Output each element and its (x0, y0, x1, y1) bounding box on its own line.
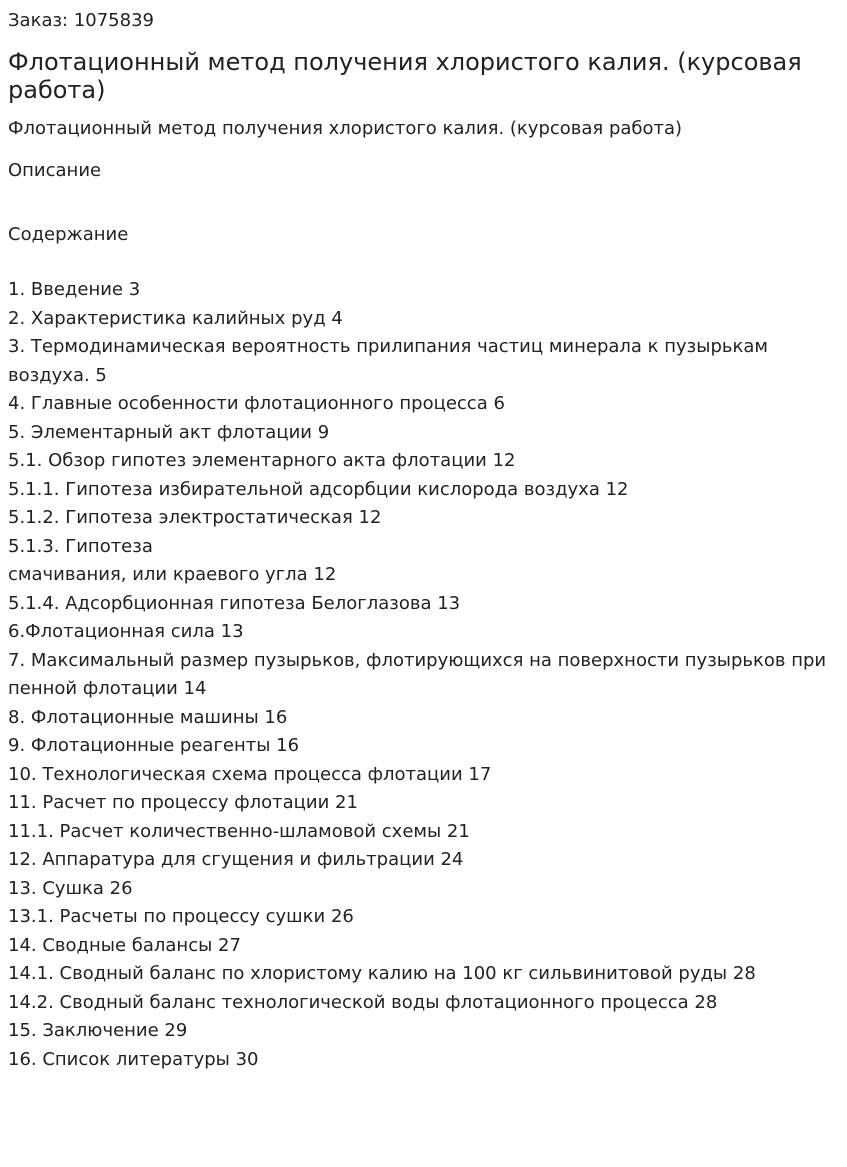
toc-item: 8. Флотационные машины 16 (8, 706, 288, 728)
page-subtitle: Флотационный метод получения хлористого калия. (курсовая работа) (8, 118, 683, 139)
toc-item: 5. Элементарный акт флотации 9 (8, 421, 330, 443)
page-title: Флотационный метод получения хлористого калия. (курсовая работа) (8, 48, 802, 104)
toc-item: 14.1. Сводный баланс по хлористому калию на 100 кг сильвинитовой руды 28 (8, 963, 756, 984)
toc-item: 2. Характеристика калийных руд 4 (8, 307, 343, 329)
toc-item: 9. Флотационные реагенты 16 (8, 735, 300, 756)
toc-item: 5.1.3. Гипотеза (8, 535, 153, 557)
table-of-contents (8, 276, 839, 1074)
toc-item: 11. Расчет по процессу флотации 21 (8, 792, 358, 813)
toc-item: 7. Максимальный размер пузырьков, флотирующихся на поверхности пузырьков при пенной флотации 14 (8, 649, 827, 699)
order-number: Заказ: 1075839 (8, 10, 154, 31)
toc-heading: Содержание (8, 224, 129, 245)
toc-item: 12. Аппаратура для сгущения и фильтрации 24 (8, 849, 464, 870)
toc-item: 13.1. Расчеты по процессу сушки 26 (8, 906, 354, 927)
toc-item: 5.1.4. Адсорбционная гипотеза Белоглазова 13 (8, 592, 461, 614)
toc-item: 13. Сушка 26 (8, 877, 133, 899)
toc-item: 5.1.2. Гипотеза электростатическая 12 (8, 507, 382, 528)
toc-item: 11.1. Расчет количественно-шламовой схемы 21 (8, 820, 470, 842)
toc-item: 14.2. Сводный баланс технологической воды флотационного процесса 28 (8, 991, 718, 1013)
toc-item: 10. Технологическая схема процесса флотации 17 (8, 763, 492, 785)
toc-item: 4. Главные особенности флотационного процесса 6 (8, 393, 505, 414)
toc-item: 6.Флотационная сила 13 (8, 621, 244, 642)
toc-item: 1. Введение 3 (8, 279, 141, 300)
toc-item: 14. Сводные балансы 27 (8, 934, 241, 956)
toc-item: смачивания, или краевого угла 12 (8, 564, 337, 585)
description-heading: Описание (8, 160, 102, 181)
toc-item: 5.1.1. Гипотеза избирательной адсорбции кислорода воздуха 12 (8, 478, 629, 500)
toc-item: 3. Термодинамическая вероятность прилипания частиц минерала к пузырькам воздуха. 5 (8, 336, 768, 386)
toc-item: 5.1. Обзор гипотез элементарного акта флотации 12 (8, 450, 516, 471)
toc-item: 15. Заключение 29 (8, 1020, 188, 1041)
toc-item: 16. Список литературы 30 (8, 1048, 259, 1070)
